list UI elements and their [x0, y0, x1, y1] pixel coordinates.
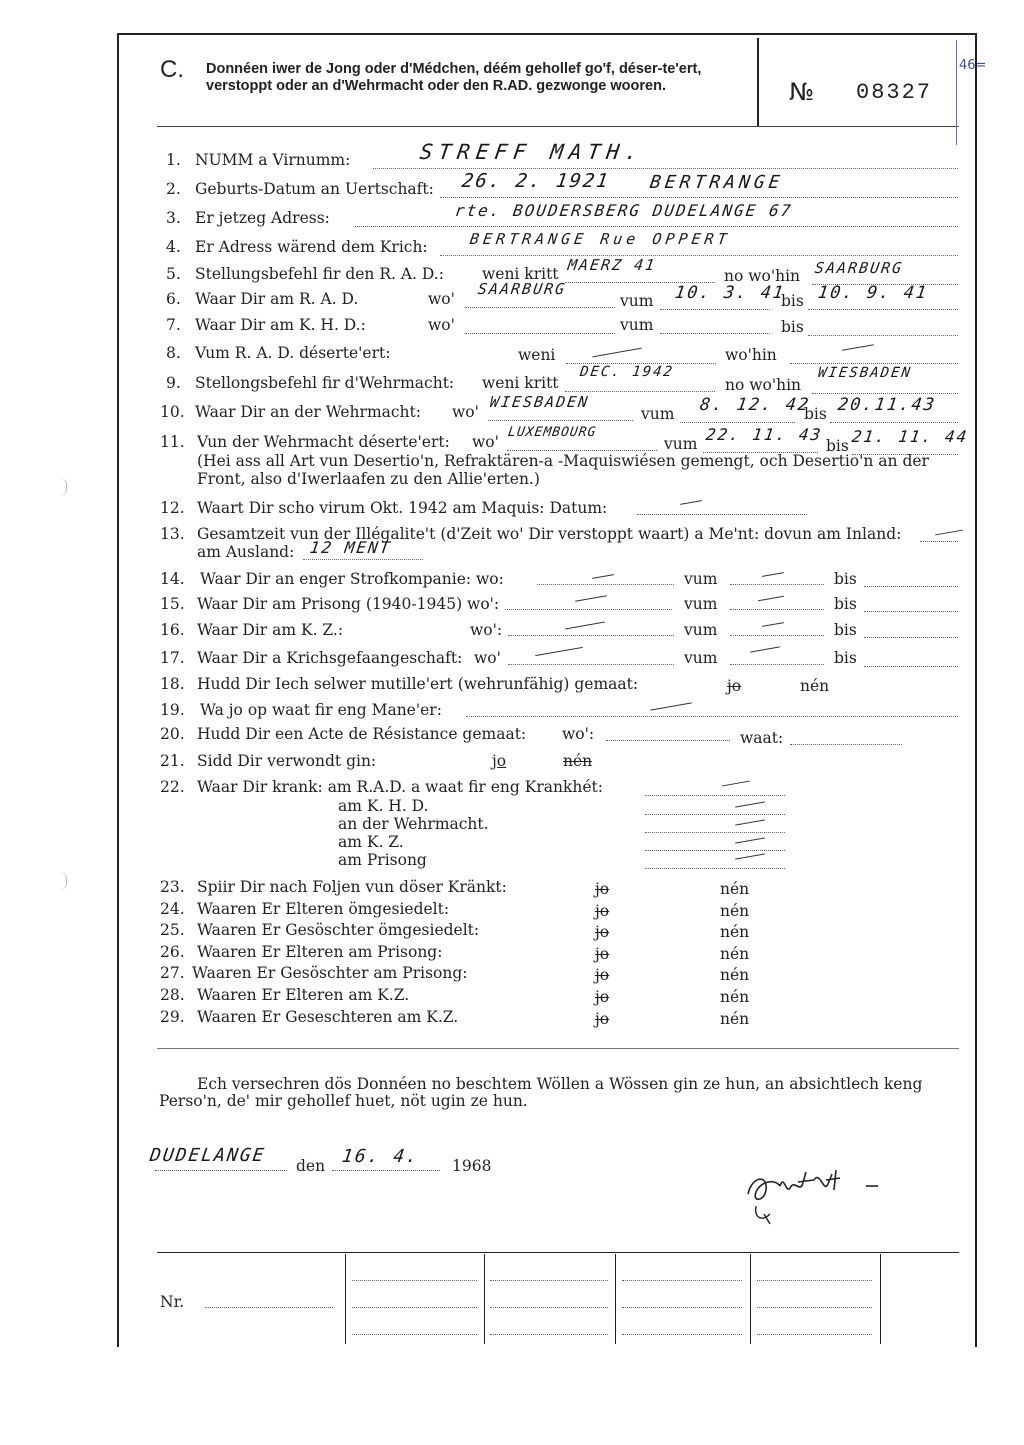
field-number: 24. [160, 900, 185, 918]
question-label: Waaren Er Elteren ömgesiedelt: [197, 900, 450, 918]
question-label: Waaren Er Geseschteren am K.Z. [197, 1008, 459, 1026]
field-number: 1. [166, 151, 181, 169]
illness-sub-khd: am K. H. D. [338, 797, 429, 815]
wounded-label: Sidd Dir verwondt gin: [197, 752, 377, 770]
birth-place-value[interactable]: BERTRANGE [648, 172, 786, 193]
answer-yes-struck: jo [727, 677, 742, 695]
wehrmacht-place[interactable]: WIESBADEN [488, 393, 591, 411]
field-number: 17. [160, 649, 185, 667]
signature-date[interactable]: 16. 4. [340, 1146, 421, 1167]
to-label: bis [834, 649, 857, 667]
dotted-line [864, 611, 958, 612]
wo-label: wo' [452, 403, 479, 421]
dotted-line [466, 716, 958, 717]
from-label: vum [684, 570, 718, 588]
illness-sub-wehrmacht: an der Wehrmacht. [338, 815, 489, 833]
dotted-line [565, 391, 715, 392]
rad-from[interactable]: 10. 3. 41 [673, 283, 787, 303]
dotted-line [864, 586, 958, 587]
answer-yes: jo [492, 752, 507, 770]
dotted-line [660, 309, 770, 310]
dotted-line [645, 868, 785, 869]
field-number: 13. [160, 525, 185, 543]
wehrmacht-order-place[interactable]: WIESBADEN [816, 365, 913, 381]
birth-date-value[interactable]: 26. 2. 1921 [460, 170, 612, 192]
from-label: vum [641, 405, 675, 423]
header-separator [157, 126, 959, 127]
field-number: 18. [160, 675, 185, 693]
field-number: 27. [160, 964, 185, 982]
answer-no: nén [720, 923, 750, 941]
dotted-line [508, 635, 674, 636]
dotted-line [155, 1170, 287, 1171]
to-label: bis [804, 405, 827, 423]
answer-no: nén [720, 902, 750, 920]
dotted-line [355, 226, 958, 227]
wo-label: wo' [428, 316, 455, 334]
dotted-line [507, 450, 657, 451]
dotted-line [645, 814, 785, 815]
field-number: 25. [160, 921, 185, 939]
footer-column-line [484, 1254, 485, 1344]
question-label: Spiir Dir nach Foljen vun döser Kränkt: [197, 878, 507, 896]
signature-year: 1968 [452, 1157, 492, 1175]
dotted-line [332, 1170, 440, 1171]
when-label: weni [518, 346, 556, 364]
dotted-line [830, 422, 958, 423]
wehrmacht-from[interactable]: 8. 12. 42 [698, 395, 812, 415]
rad-order-label: Stellungsbefehl fir den R. A. D.: [195, 265, 444, 283]
answer-yes-struck: jo [595, 902, 610, 920]
wo-label: wo' [474, 649, 501, 667]
illness-label: Waar Dir krank: am R.A.D. a waat fir eng Krankhét: [197, 778, 603, 796]
dotted-line [303, 559, 423, 560]
field-number: 20. [160, 725, 185, 743]
where-label: no wo'hin [725, 376, 802, 394]
illness-sub-kz: am K. Z. [338, 833, 404, 851]
wehrmacht-desert-label: Vun der Wehrmacht déserte'ert: [197, 433, 450, 451]
answer-no: nén [720, 988, 750, 1006]
prison-label: Waar Dir am Prisong (1940-1945) wo': [197, 595, 500, 613]
abroad-value[interactable]: 12 MENT [308, 538, 393, 557]
dotted-line [920, 541, 958, 542]
field-number: 11. [160, 433, 185, 451]
number-sign: № [789, 78, 814, 106]
birth-label: Geburts-Datum an Uertschaft: [195, 180, 434, 198]
wo-label: wo': [562, 725, 595, 743]
wehrmacht-service-label: Waar Dir an der Wehrmacht: [195, 403, 421, 421]
maquis-label: Waart Dir scho virum Okt. 1942 am Maquis: Datum: [197, 499, 608, 517]
footer-rule [157, 1252, 959, 1253]
dotted-line [864, 637, 958, 638]
dotted-line [660, 333, 770, 334]
dotted-line [537, 584, 674, 585]
name-value[interactable]: STREFF MATH. [418, 140, 646, 164]
declaration-line-2: Perso'n, de' mir gehollef huet, nöt ugin ze hun. [159, 1092, 528, 1110]
dotted-line [808, 335, 958, 336]
answer-no: nén [720, 945, 750, 963]
field-number: 8. [166, 344, 181, 362]
dotted-line [505, 609, 672, 610]
dotted-line [730, 635, 824, 636]
answer-no: nén [720, 966, 750, 984]
when-label: weni kritt [482, 265, 559, 283]
nr-label: Nr. [160, 1293, 185, 1311]
from-label: vum [620, 316, 654, 334]
dotted-line [622, 1307, 742, 1308]
dotted-line [757, 1280, 872, 1281]
field-number: 29. [160, 1008, 185, 1026]
answer-no: nén [720, 1010, 750, 1028]
field-number: 7. [166, 316, 181, 334]
name-label: NUMM a Virnumm: [195, 151, 351, 169]
signature [740, 1166, 880, 1228]
dotted-line [730, 584, 824, 585]
dotted-line [790, 744, 902, 745]
wehrmacht-order-date[interactable]: DEC. 1942 [578, 364, 675, 380]
dotted-line [205, 1307, 333, 1308]
dotted-line [645, 795, 785, 796]
to-label: bis [781, 292, 804, 310]
field-number: 5. [166, 265, 181, 283]
when-label: weni kritt [482, 374, 559, 392]
dotted-line [730, 664, 824, 665]
desertion-note-1: (Hei ass all Art vun Desertio'n, Refraktären-a -Maquiswiésen gemengt, och Desertio'n an der [197, 452, 929, 470]
abroad-label: am Ausland: [197, 543, 295, 561]
question-label: Waaren Er Elteren am Prisong: [197, 943, 443, 961]
illegal-time-label: Gesamtzeit vun der Illégalite't (d'Zeit wo' Dir verstoppt waart) a Me'nt: dovun am Inland: [197, 525, 902, 543]
illness-sub-prison: am Prisong [338, 851, 427, 869]
from-label: vum [684, 621, 718, 639]
pow-label: Waar Dir a Krichsgefaangeschaft: [197, 649, 463, 667]
den-label: den [296, 1157, 326, 1175]
wo-label: wo': [470, 621, 503, 639]
wo-label: wo' [472, 433, 499, 451]
answer-yes-struck: jo [595, 923, 610, 941]
rad-to[interactable]: 10. 9. 41 [816, 283, 930, 303]
field-number: 6. [166, 290, 181, 308]
dotted-line [440, 197, 958, 198]
to-label: bis [834, 570, 857, 588]
footer-column-line [750, 1254, 751, 1344]
rad-order-date[interactable]: MAERZ 41 [566, 256, 658, 274]
dotted-line [680, 422, 795, 423]
field-number: 14. [160, 570, 185, 588]
field-number: 15. [160, 595, 185, 613]
where-label: no wo'hin [724, 267, 801, 285]
wehrmacht-order-label: Stellongsbefehl fir d'Wehrmacht: [195, 374, 455, 392]
field-number: 2. [166, 180, 181, 198]
war-address-value[interactable]: BERTRANGE Rue OPPERT [468, 230, 732, 248]
from-label: vum [620, 292, 654, 310]
khd-label: Waar Dir am K. H. D.: [195, 316, 366, 334]
to-label: bis [834, 595, 857, 613]
kz-label: Waar Dir am K. Z.: [197, 621, 344, 639]
desertion-note-2: Front, also d'Iwerlaafen zu den Allie'erten.) [197, 470, 540, 488]
dotted-line [440, 255, 958, 256]
dotted-line [352, 1280, 477, 1281]
section-letter: C. [160, 56, 184, 83]
address-value[interactable]: rte. BOUDERSBERG DUDELANGE 67 [453, 201, 794, 220]
dotted-line [465, 307, 615, 308]
section-divider [157, 1048, 959, 1049]
footer-column-line [345, 1254, 346, 1344]
field-number: 3. [166, 209, 181, 227]
dotted-line [508, 664, 674, 665]
from-label: vum [684, 595, 718, 613]
resistance-label: Hudd Dir een Acte de Résistance gemaat: [197, 725, 527, 743]
rad-desert-label: Vum R. A. D. déserte'ert: [195, 344, 391, 362]
dotted-line [490, 1307, 608, 1308]
dotted-line [352, 1334, 477, 1335]
dotted-line [352, 1307, 477, 1308]
to-label: bis [781, 318, 804, 336]
field-number: 19. [160, 701, 185, 719]
dotted-line [808, 309, 958, 310]
dotted-line [637, 514, 807, 515]
question-label: Waaren Er Elteren am K.Z. [197, 986, 410, 1004]
field-number: 28. [160, 986, 185, 1004]
dotted-line [757, 1334, 872, 1335]
answer-yes-struck: jo [595, 880, 610, 898]
dotted-line [490, 1334, 608, 1335]
answer-yes-struck: jo [595, 945, 610, 963]
wo-label: wo' [428, 290, 455, 308]
field-number: 12. [160, 499, 185, 517]
answer-no: nén [720, 880, 750, 898]
form-number: 08327 [856, 80, 933, 105]
dotted-line [757, 1307, 872, 1308]
where-label: wo'hin [725, 346, 777, 364]
answer-no-struck: nén [563, 752, 593, 770]
from-label: vum [684, 649, 718, 667]
dotted-line [622, 1280, 742, 1281]
desert-to[interactable]: 21. 11. 44 [850, 427, 970, 446]
form-title: Donnéen iwer de Jong oder d'Médchen, déém gehollef go'f, déser-te'ert, verstoppt oder an d'Wehrmacht oder den R.AD. gezwonge wooren. [206, 61, 702, 94]
dotted-line [465, 333, 615, 334]
punch-hole [60, 478, 67, 496]
field-number: 16. [160, 621, 185, 639]
punishment-company-label: Waar Dir an enger Strofkompanie: wo: [200, 570, 504, 588]
answer-yes-struck: jo [595, 966, 610, 984]
self-mutilation-label: Hudd Dir Iech selwer mutille'ert (wehrunfähig) gemaat: [197, 675, 639, 693]
war-address-label: Er Adress wärend dem Krich: [195, 238, 428, 256]
field-number: 26. [160, 943, 185, 961]
question-label: Waaren Er Gesöschter ömgesiedelt: [197, 921, 480, 939]
margin-note: 46= [959, 58, 987, 73]
manner-label: Wa jo op waat fir eng Mane'er: [200, 701, 442, 719]
dotted-line [490, 1280, 608, 1281]
desert-from[interactable]: 22. 11. 43 [704, 425, 824, 444]
punch-hole [60, 872, 67, 890]
field-number: 23. [160, 878, 185, 896]
field-number: 10. [160, 403, 185, 421]
answer-yes-struck: jo [595, 1010, 610, 1028]
rad-service-label: Waar Dir am R. A. D. [195, 290, 359, 308]
field-number: 21. [160, 752, 185, 770]
field-number: 4. [166, 238, 181, 256]
dotted-line [790, 363, 958, 364]
question-label: Waaren Er Gesöschter am Prisong: [192, 964, 468, 982]
declaration-line-1: Ech versechren dös Donnéen no beschtem Wöllen a Wössen gin ze hun, an absichtlech keng [197, 1075, 923, 1093]
dotted-line [622, 1334, 742, 1335]
dotted-line [606, 740, 730, 741]
address-label: Er jetzeg Adress: [195, 209, 330, 227]
dotted-line [812, 393, 958, 394]
from-label: vum [664, 435, 698, 453]
dotted-line [645, 850, 785, 851]
answer-yes-struck: jo [595, 988, 610, 1006]
wehrmacht-to[interactable]: 20.11.43 [836, 395, 938, 415]
what-label: waat: [740, 729, 784, 747]
to-label: bis [834, 621, 857, 639]
footer-column-line [615, 1254, 616, 1344]
dotted-line [864, 666, 958, 667]
dotted-line [645, 832, 785, 833]
margin-mark [956, 40, 957, 145]
desert-place[interactable]: LUXEMBOURG [506, 425, 598, 440]
answer-no: nén [800, 677, 830, 695]
dotted-line [373, 168, 958, 169]
dotted-line [488, 420, 633, 421]
field-number: 22. [160, 778, 185, 796]
to-label: bis [826, 437, 849, 455]
dotted-line [730, 609, 824, 610]
field-number: 9. [166, 374, 181, 392]
signature-place[interactable]: DUDELANGE [148, 1145, 268, 1166]
footer-column-line [880, 1254, 881, 1344]
rad-order-place[interactable]: SAARBURG [813, 259, 905, 277]
header-divider [757, 38, 759, 126]
rad-place[interactable]: SAARBURG [476, 280, 568, 298]
